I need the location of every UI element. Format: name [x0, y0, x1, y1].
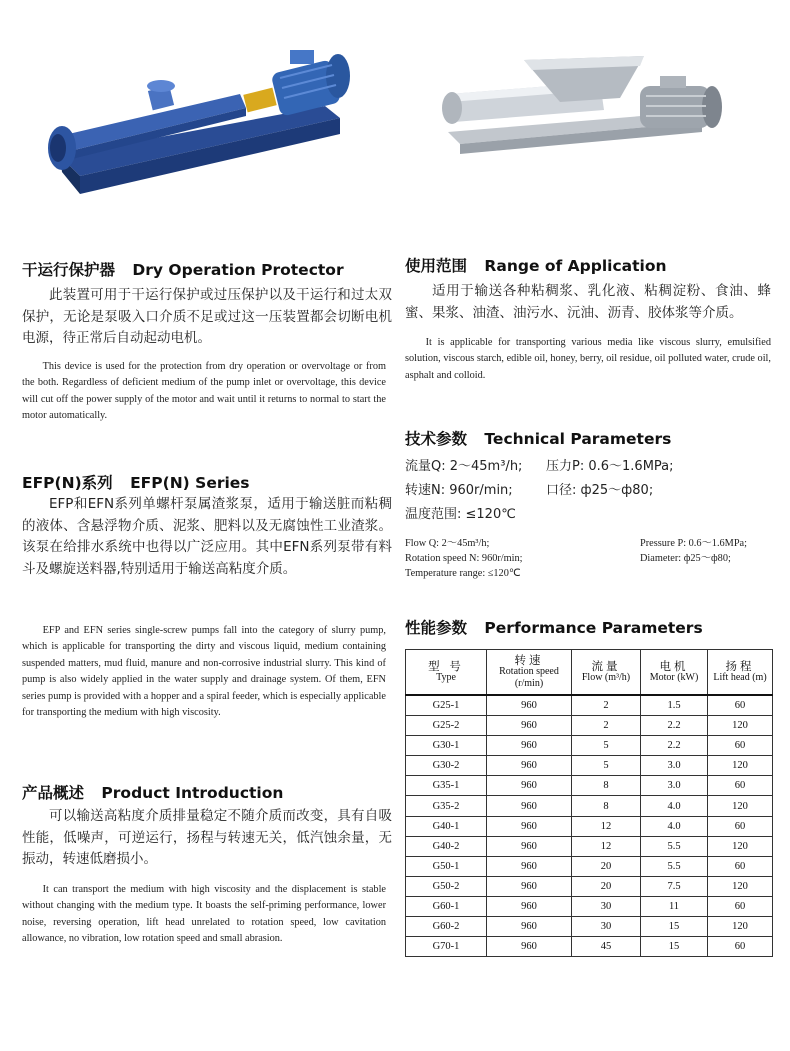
perf-header-speed: 转速 Rotation speed (r/min)	[487, 650, 572, 696]
table-row	[406, 736, 773, 756]
intro-title-en: Product Introduction	[101, 784, 284, 802]
table-cell: 5.5	[641, 856, 708, 876]
perf-header-motor: 电机 Motor (kW)	[641, 650, 708, 696]
table-cell: G35-1	[406, 776, 487, 796]
series-title-en: EFP(N) Series	[130, 474, 250, 492]
table-cell: 7.5	[641, 876, 708, 896]
table-cell: 3.0	[641, 776, 708, 796]
table-cell: 15	[641, 917, 708, 937]
table-cell: G40-2	[406, 836, 487, 856]
table-cell: 120	[708, 836, 773, 856]
range-text-cn: 适用于输送各种粘稠浆、乳化液、粘稠淀粉、食油、蜂蜜、果浆、油渣、油污水、沅油、沥青、胶体浆等介质。	[405, 283, 771, 321]
table-cell: 60	[708, 856, 773, 876]
range-text-en: It is applicable for transporting various media like viscous slurry, emulsified solution, viscous starch, edible oil, honey, berry, oil residue, oil polluted water, crude oil, asphalt and colloid.	[405, 337, 771, 381]
dry-protector-text-en: This device is used for the protection from dry operation or overvoltage or from the both. Regardless of deficient medium of the pump inlet or overvoltage, this device will cut off the power supply of the motor and wait until it returns to normal to start the motor automatically.	[22, 361, 386, 422]
range-title-cn: 使用范围	[405, 257, 468, 275]
table-cell: 2	[572, 695, 641, 716]
table-cell: 12	[572, 836, 641, 856]
table-cell: G60-2	[406, 917, 487, 937]
perf-title-cn: 性能参数	[405, 619, 468, 637]
table-row	[406, 856, 773, 876]
table-cell: 960	[487, 856, 572, 876]
stainless-hopper-pump-photo	[440, 52, 740, 168]
table-cell: 8	[572, 796, 641, 816]
table-cell: 12	[572, 816, 641, 836]
table-cell: 120	[708, 716, 773, 736]
table-cell: 15	[641, 937, 708, 957]
table-cell: 960	[487, 716, 572, 736]
table-row	[406, 876, 773, 896]
table-cell: G50-2	[406, 876, 487, 896]
table-cell: G25-1	[406, 695, 487, 716]
table-cell: G60-1	[406, 896, 487, 916]
table-cell: 960	[487, 756, 572, 776]
dry-protector-title-en: Dry Operation Protector	[132, 261, 344, 279]
series-text-en: EFP and EFN series single-screw pumps fall into the category of slurry pump, which is applicable for transporting the dirty and viscous liquid, medium containing suspended matters, mud fluid, manure and non-corrosive industrial slurry. This kind of pump is also widely applied in the water supply and drainage system. Of them, EFN series pump is provided with a hopper and a spiral feeder, which is especially applicable for transporting the medium with high viscosity.	[22, 625, 386, 719]
table-cell: 60	[708, 896, 773, 916]
perf-heading	[405, 616, 703, 638]
table-row	[406, 816, 773, 836]
table-cell: 120	[708, 756, 773, 776]
intro-text-cn: 可以输送高粘度介质排量稳定不随介质而改变，具有自吸性能，低噪声，可逆运行，扬程与转速无关，低汽蚀余量，无振动，转速低磨损小。	[22, 808, 392, 867]
table-cell: 120	[708, 917, 773, 937]
tech-flow-cn: 流量Q: 2～45m³/h;	[405, 459, 523, 474]
table-cell: 960	[487, 736, 572, 756]
tech-diameter-en: Diameter: ф25～ф80;	[640, 553, 731, 564]
table-cell: 960	[487, 836, 572, 856]
table-cell: 60	[708, 937, 773, 957]
table-cell: 8	[572, 776, 641, 796]
dry-protector-heading	[22, 258, 344, 280]
perf-header-lift: 扬程 Lift head (m)	[708, 650, 773, 696]
tech-temp-cn: 温度范围: ≤120℃	[405, 507, 516, 522]
tech-pressure-cn: 压力P: 0.6～1.6MPa;	[546, 459, 674, 474]
table-row	[406, 695, 773, 716]
table-cell: G25-2	[406, 716, 487, 736]
table-cell: 120	[708, 876, 773, 896]
table-cell: 30	[572, 917, 641, 937]
table-cell: 45	[572, 937, 641, 957]
table-cell: 960	[487, 776, 572, 796]
table-cell: 60	[708, 776, 773, 796]
tech-rotation-en: Rotation speed N: 960r/min;	[405, 553, 523, 564]
performance-table	[405, 649, 773, 957]
table-cell: 960	[487, 695, 572, 716]
table-row	[406, 836, 773, 856]
table-row	[406, 716, 773, 736]
table-cell: 60	[708, 736, 773, 756]
table-cell: 960	[487, 816, 572, 836]
table-cell: G70-1	[406, 937, 487, 957]
perf-header-flow: 流量 Flow (m³/h)	[572, 650, 641, 696]
table-row	[406, 776, 773, 796]
table-cell: G50-1	[406, 856, 487, 876]
dry-protector-text-cn: 此装置可用于干运行保护或过压保护以及干运行和过太双保护，无论是泵吸入口介质不足或过这一压装置都会切断电机电源，待正常后自动起动电机。	[22, 287, 392, 346]
table-cell: 2.2	[641, 736, 708, 756]
series-title-cn: EFP(N)系列	[22, 474, 113, 492]
table-cell: 20	[572, 876, 641, 896]
table-cell: G40-1	[406, 816, 487, 836]
blue-screw-pump-photo	[40, 36, 370, 206]
table-cell: 960	[487, 937, 572, 957]
tech-diameter-cn: 口径: ф25～ф80;	[546, 483, 654, 498]
table-cell: 2.2	[641, 716, 708, 736]
table-cell: 960	[487, 917, 572, 937]
table-cell: 11	[641, 896, 708, 916]
tech-temp-en: Temperature range: ≤120℃	[405, 568, 521, 579]
table-cell: 3.0	[641, 756, 708, 776]
dry-protector-title-cn: 干运行保护器	[22, 261, 116, 279]
tech-speed-cn: 转速N: 960r/min;	[405, 483, 513, 498]
table-cell: 120	[708, 796, 773, 816]
tech-title-cn: 技术参数	[405, 430, 468, 448]
table-cell: 960	[487, 876, 572, 896]
table-cell: 960	[487, 896, 572, 916]
table-cell: G30-1	[406, 736, 487, 756]
perf-title-en: Performance Parameters	[484, 619, 703, 637]
table-cell: 60	[708, 695, 773, 716]
table-cell: 5	[572, 736, 641, 756]
intro-title-cn: 产品概述	[22, 784, 85, 802]
table-cell: 30	[572, 896, 641, 916]
intro-text-en: It can transport the medium with high viscosity and the displacement is stable without changing with the medium type. It boasts the self-priming performance, lower noise, reversing operation, lift head unrelated to rotation speed, low cavitation allowance, no vibration, low rotation speed and small abrasion.	[22, 884, 386, 945]
table-cell: 2	[572, 716, 641, 736]
perf-header-type: 型 号 Type	[406, 650, 487, 696]
tech-title-en: Technical Parameters	[484, 430, 672, 448]
table-row	[406, 937, 773, 957]
table-cell: 5	[572, 756, 641, 776]
table-cell: 20	[572, 856, 641, 876]
tech-pressure-en: Pressure P: 0.6～1.6MPa;	[640, 538, 747, 549]
range-title-en: Range of Application	[484, 257, 667, 275]
table-cell: 4.0	[641, 816, 708, 836]
table-cell: G35-2	[406, 796, 487, 816]
table-cell: G30-2	[406, 756, 487, 776]
range-heading	[405, 254, 667, 276]
table-cell: 5.5	[641, 836, 708, 856]
table-row	[406, 756, 773, 776]
series-text-cn: EFP和EFN系列单螺杆泵属渣浆泵，适用于输送脏而粘稠的液体、含悬浮物介质、泥浆、肥料以及无腐蚀性工业渣浆。该泵在给排水系统中也得以广泛应用。其中EFN系列泵带有料斗及螺旋送料器,特别适用于输送高粘度介质。	[22, 496, 392, 577]
table-cell: 60	[708, 816, 773, 836]
intro-heading	[22, 781, 283, 803]
table-cell: 960	[487, 796, 572, 816]
table-cell: 1.5	[641, 695, 708, 716]
perf-header-row	[406, 650, 773, 696]
series-heading	[22, 471, 250, 493]
table-row	[406, 796, 773, 816]
table-row	[406, 896, 773, 916]
tech-flow-en: Flow Q: 2～45m³/h;	[405, 538, 490, 549]
table-row	[406, 917, 773, 937]
tech-heading	[405, 427, 671, 449]
table-cell: 4.0	[641, 796, 708, 816]
